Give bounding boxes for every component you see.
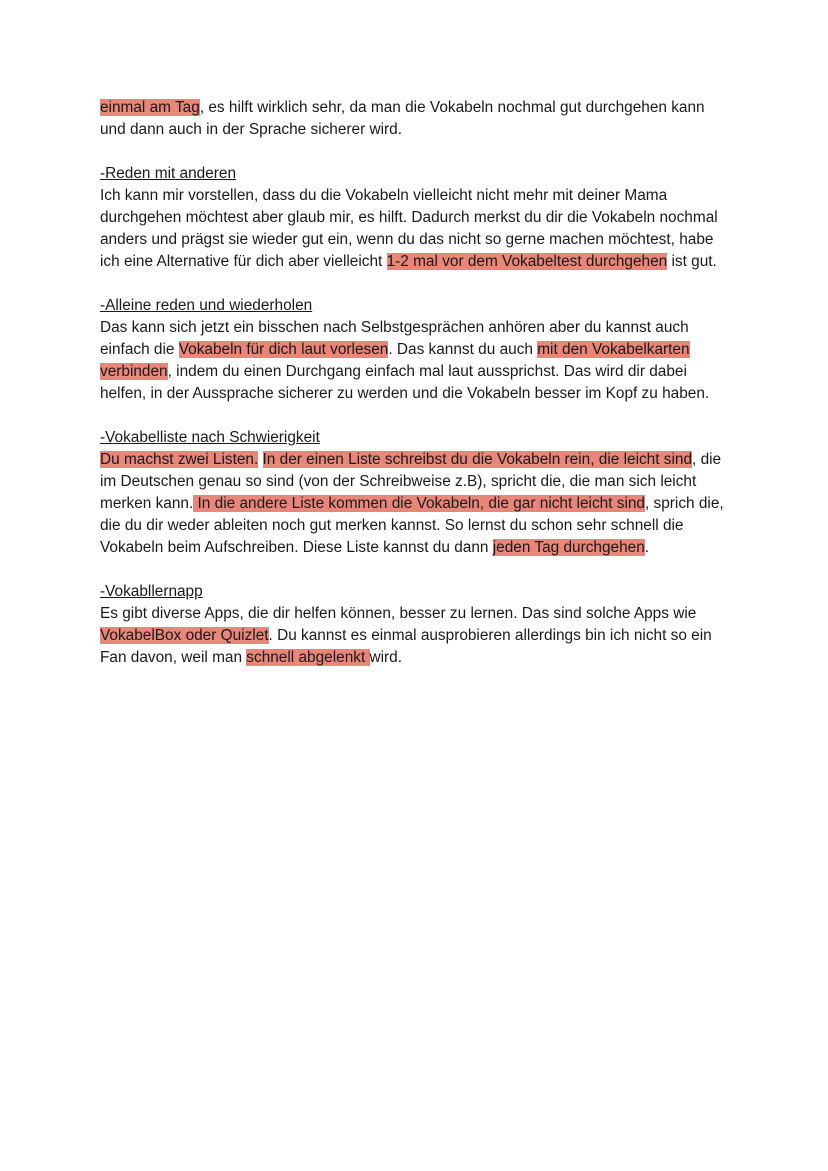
section-reden-mit-anderen [100,163,726,273]
highlighted-text: mit den Vokabelkarten verbinden [100,341,690,380]
body-text: , indem du einen Durchgang einfach mal laut aussprichst. Das wird dir dabei helfen, in der Aussprache sicherer zu werden und die Vokabeln besser im Kopf zu haben. [100,363,710,402]
section-body [100,603,726,669]
highlighted-text: In der einen Liste schreibst du die Vokabeln rein, die leicht sind [262,451,693,468]
section-heading: -Vokabllernapp [100,583,203,600]
section-body [100,97,726,141]
body-text: Das kann sich jetzt ein bisschen nach Selbstgesprächen anhören aber du kannst auch einfach die [100,319,689,358]
highlighted-text: Vokabeln für dich laut vorlesen [178,341,389,358]
body-text: , es hilft wirklich sehr, da man die Vokabeln nochmal gut durchgehen kann und dann auch in der Sprache sicherer wird. [100,99,705,138]
body-text: wird. [369,649,403,666]
body-text: . Das kannst du auch [388,341,538,358]
body-text: Es gibt diverse Apps, die dir helfen können, besser zu lernen. Das sind solche Apps wie [100,605,697,622]
section-heading: -Alleine reden und wiederholen [100,297,313,314]
document-page [100,97,726,691]
highlighted-text: VokabelBox oder Quizlet [100,627,269,644]
highlighted-text: jeden Tag durchgehen [492,539,645,556]
highlighted-text: 1-2 mal vor dem Vokabeltest durchgehen [386,253,668,270]
highlighted-text: einmal am Tag [100,99,200,116]
section-heading: -Vokabelliste nach Schwierigkeit [100,429,320,446]
highlighted-text: schnell abgelenkt [246,649,370,666]
section-vokabllernapp [100,581,726,669]
body-text: . [644,539,650,556]
section-body [100,449,726,559]
section-body [100,185,726,273]
body-text: Ich kann mir vorstellen, dass du die Vokabeln vielleicht nicht mehr mit deiner Mama durchgehen möchtest aber glaub mir, es hilft. Dadurch merkst du dir die Vokabeln nochmal anders und prägst sie wieder gut ein, wenn du das nicht so gerne machen möchtest, habe ich eine Alternative für dich aber vielleicht [100,187,718,270]
body-text: . Du kannst es einmal ausprobieren allerdings bin ich nicht so ein Fan davon, weil man [100,627,712,666]
highlighted-text: Du machst zwei Listen. [100,451,259,468]
section-intro [100,97,726,141]
body-text [258,451,262,468]
section-heading: -Reden mit anderen [100,165,237,182]
section-alleine-reden [100,295,726,405]
section-vokabelliste [100,427,726,559]
body-text: ist gut. [667,253,717,270]
section-body [100,317,726,405]
body-text: , die im Deutschen genau so sind (von der Schreibweise z.B), spricht die, die man sich leicht merken kann. [100,451,722,512]
body-text: , sprich die, die du dir weder ableiten noch gut merken kannst. So lernst du schon sehr schnell die Vokabeln beim Aufschreiben. Diese Liste kannst du dann [100,495,724,556]
highlighted-text: In die andere Liste kommen die Vokabeln, die gar nicht leicht sind [193,495,645,512]
